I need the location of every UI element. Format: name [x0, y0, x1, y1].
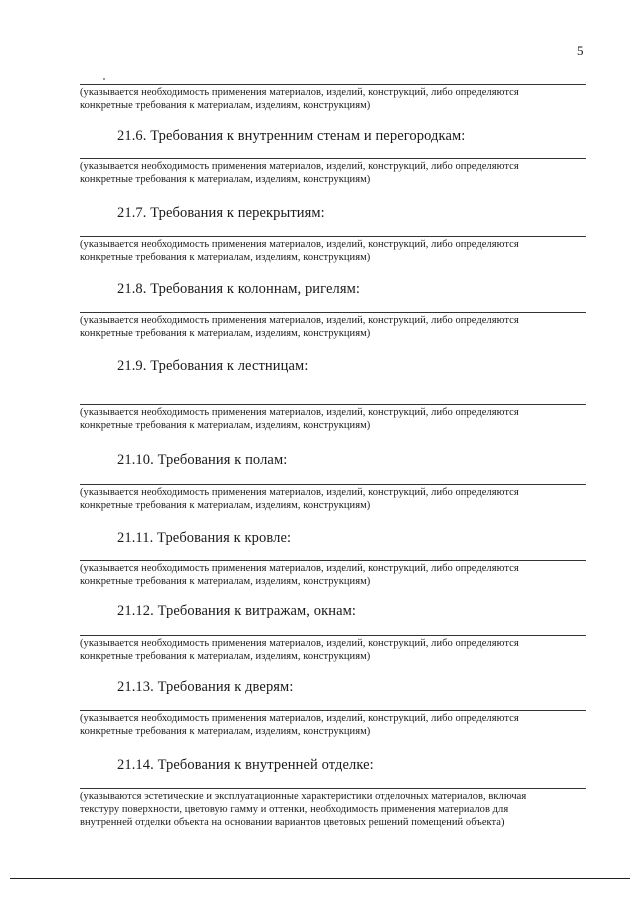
requirement-note-block: [80, 84, 586, 112]
fill-in-line: [80, 158, 586, 159]
note-line: конкретные требования к материалам, изделиям, конструкциям): [80, 576, 371, 587]
note-line: текстуру поверхности, цветовую гамму и оттенки, необходимость применения материалов для: [80, 804, 509, 815]
requirement-note: [80, 562, 586, 588]
requirement-note: [80, 486, 586, 512]
requirement-note-block: [80, 236, 586, 264]
requirement-note: [80, 637, 586, 663]
requirement-note: [80, 712, 586, 738]
note-line: (указывается необходимость применения материалов, изделий, конструкций, либо определяются: [80, 713, 519, 724]
note-line: (указывается необходимость применения материалов, изделий, конструкций, либо определяются: [80, 407, 519, 418]
finish-note-block: [80, 788, 586, 829]
fill-in-line: [80, 635, 586, 636]
finish-requirement-note: [80, 790, 586, 829]
requirement-note: [80, 160, 586, 186]
fill-in-line: [80, 404, 586, 405]
note-line: конкретные требования к материалам, изделиям, конструкциям): [80, 328, 371, 339]
fill-in-line: [80, 560, 586, 561]
note-line: (указывается необходимость применения материалов, изделий, конструкций, либо определяются: [80, 87, 519, 98]
requirement-note-block: [80, 158, 586, 186]
note-line: (указывается необходимость применения материалов, изделий, конструкций, либо определяются: [80, 315, 519, 326]
note-line: конкретные требования к материалам, изделиям, конструкциям): [80, 100, 371, 111]
requirement-note-block: [80, 560, 586, 588]
fill-in-line: [80, 710, 586, 711]
note-line: конкретные требования к материалам, изделиям, конструкциям): [80, 174, 371, 185]
requirement-note-block: [80, 484, 586, 512]
note-line: конкретные требования к материалам, изделиям, конструкциям): [80, 726, 371, 737]
note-line: конкретные требования к материалам, изделиям, конструкциям): [80, 252, 371, 263]
requirement-note: [80, 238, 586, 264]
requirement-note-block: [80, 312, 586, 340]
fill-in-line: [80, 788, 586, 789]
requirement-note: [80, 314, 586, 340]
section-heading: 21.14. Требования к внутренней отделке:: [117, 757, 374, 773]
section-heading: 21.13. Требования к дверям:: [117, 679, 294, 695]
note-line: конкретные требования к материалам, изделиям, конструкциям): [80, 651, 371, 662]
fill-in-line: [80, 484, 586, 485]
scan-speck: [103, 78, 105, 80]
note-line: (указывается необходимость применения материалов, изделий, конструкций, либо определяются: [80, 239, 519, 250]
section-heading: 21.10. Требования к полам:: [117, 452, 288, 468]
section-heading: 21.8. Требования к колоннам, ригелям:: [117, 281, 361, 297]
note-line: (указывается необходимость применения материалов, изделий, конструкций, либо определяются: [80, 638, 519, 649]
section-heading: 21.11. Требования к кровле:: [117, 530, 292, 546]
note-line: конкретные требования к материалам, изделиям, конструкциям): [80, 500, 371, 511]
section-heading: 21.6. Требования к внутренним стенам и перегородкам:: [117, 128, 466, 144]
requirement-note-block: [80, 635, 586, 663]
note-line: конкретные требования к материалам, изделиям, конструкциям): [80, 420, 371, 431]
section-heading: 21.7. Требования к перекрытиям:: [117, 205, 325, 221]
fill-in-line: [80, 84, 586, 85]
fill-in-line: [80, 312, 586, 313]
fill-in-line: [80, 236, 586, 237]
page-bottom-rule: [10, 878, 630, 879]
note-line: (указываются эстетические и эксплуатационные характеристики отделочных материалов, включая: [80, 791, 527, 802]
note-line: (указывается необходимость применения материалов, изделий, конструкций, либо определяются: [80, 487, 519, 498]
requirement-note: [80, 86, 586, 112]
section-heading: 21.12. Требования к витражам, окнам:: [117, 603, 357, 619]
note-line: (указывается необходимость применения материалов, изделий, конструкций, либо определяются: [80, 563, 519, 574]
requirement-note-block: [80, 404, 586, 432]
note-line: внутренней отделки объекта на основании вариантов цветовых решений помещений объекта): [80, 817, 505, 828]
page-number: 5: [577, 43, 584, 58]
note-line: (указывается необходимость применения материалов, изделий, конструкций, либо определяются: [80, 161, 519, 172]
requirement-note-block: [80, 710, 586, 738]
section-heading: 21.9. Требования к лестницам:: [117, 358, 309, 374]
requirement-note: [80, 406, 586, 432]
